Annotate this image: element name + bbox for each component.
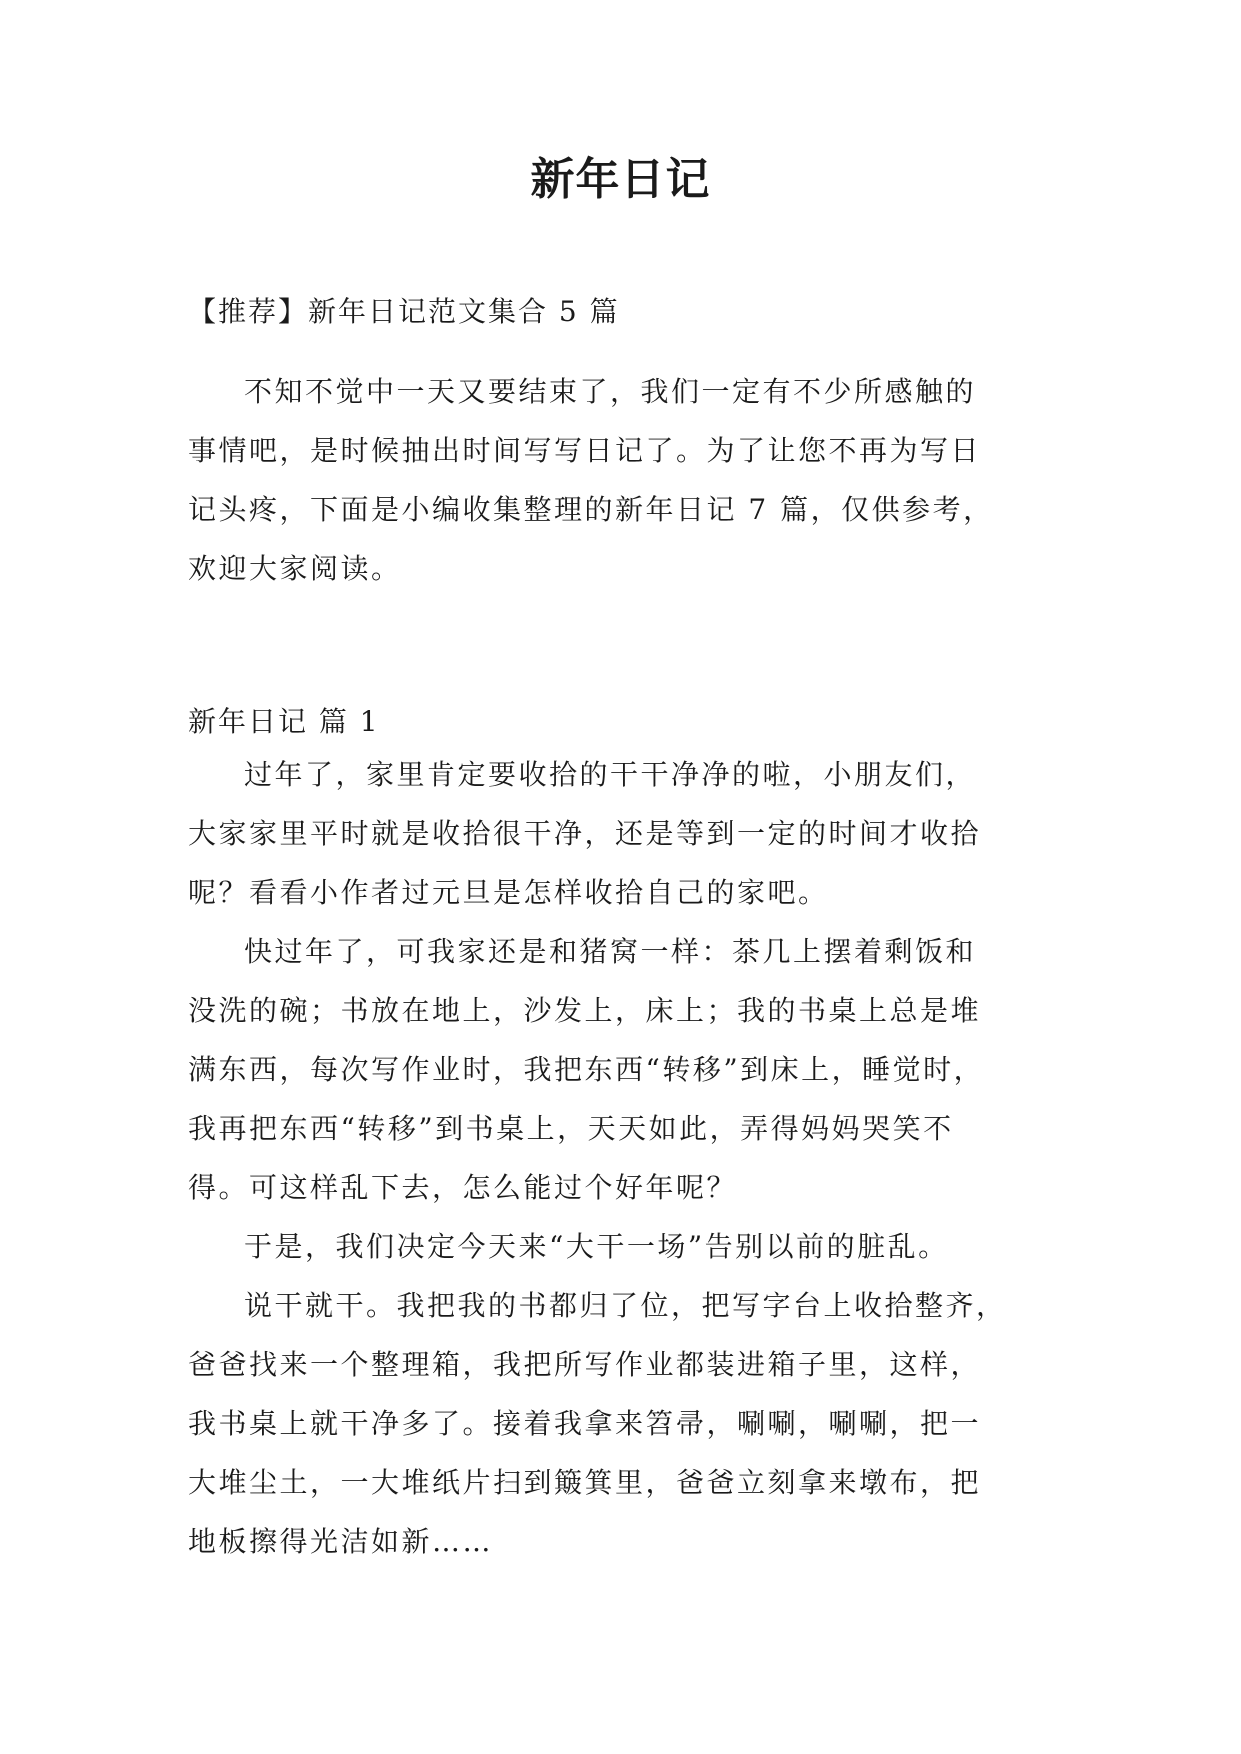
section-heading: 新年日记 篇 1 — [188, 705, 380, 738]
text-line: 我再把东西“转移”到书桌上，天天如此，弄得妈妈哭笑不 — [188, 1112, 954, 1145]
text-line: 呢？看看小作者过元旦是怎样收拾自己的家吧。 — [188, 876, 829, 909]
text-line: 过年了，家里肯定要收拾的干干净净的啦，小朋友们， — [244, 758, 977, 791]
text-line: 不知不觉中一天又要结束了，我们一定有不少所感触的 — [244, 375, 977, 408]
body-paragraph — [188, 922, 1054, 1217]
body-paragraph — [188, 1276, 1054, 1571]
text-line: 没洗的碗；书放在地上，沙发上，床上；我的书桌上总是堆 — [188, 994, 982, 1027]
text-line: 我书桌上就干净多了。接着我拿来笤帚，唰唰，唰唰，把一 — [188, 1407, 982, 1440]
text-line: 快过年了，可我家还是和猪窝一样：茶几上摆着剩饭和 — [244, 935, 977, 968]
intro-paragraph — [188, 362, 1054, 598]
text-line: 大家家里平时就是收拾很干净，还是等到一定的时间才收拾 — [188, 817, 982, 850]
body-paragraph — [188, 1217, 1054, 1276]
text-line: 爸爸找来一个整理箱，我把所写作业都装进箱子里，这样， — [188, 1348, 982, 1381]
text-line: 于是，我们决定今天来“大干一场”告别以前的脏乱。 — [244, 1230, 949, 1263]
text-line: 得。可这样乱下去，怎么能过个好年呢？ — [188, 1171, 738, 1204]
page-title: 新年日记 — [530, 154, 711, 205]
text-line: 说干就干。我把我的书都归了位，把写字台上收拾整齐， — [244, 1289, 1007, 1322]
text-line: 地板擦得光洁如新…… — [188, 1525, 494, 1558]
text-line: 大堆尘土，一大堆纸片扫到簸箕里，爸爸立刻拿来墩布，把 — [188, 1466, 982, 1499]
text-line: 欢迎大家阅读。 — [188, 552, 402, 585]
text-line: 事情吧，是时候抽出时间写写日记了。为了让您不再为写日 — [188, 434, 982, 467]
document-subtitle: 【推荐】新年日记范文集合 5 篇 — [188, 295, 620, 328]
text-line: 满东西，每次写作业时，我把东西“转移”到床上，睡觉时， — [188, 1053, 985, 1086]
text-line: 记头疼，下面是小编收集整理的新年日记 7 篇，仅供参考， — [188, 493, 994, 526]
body-paragraph — [188, 745, 1054, 922]
